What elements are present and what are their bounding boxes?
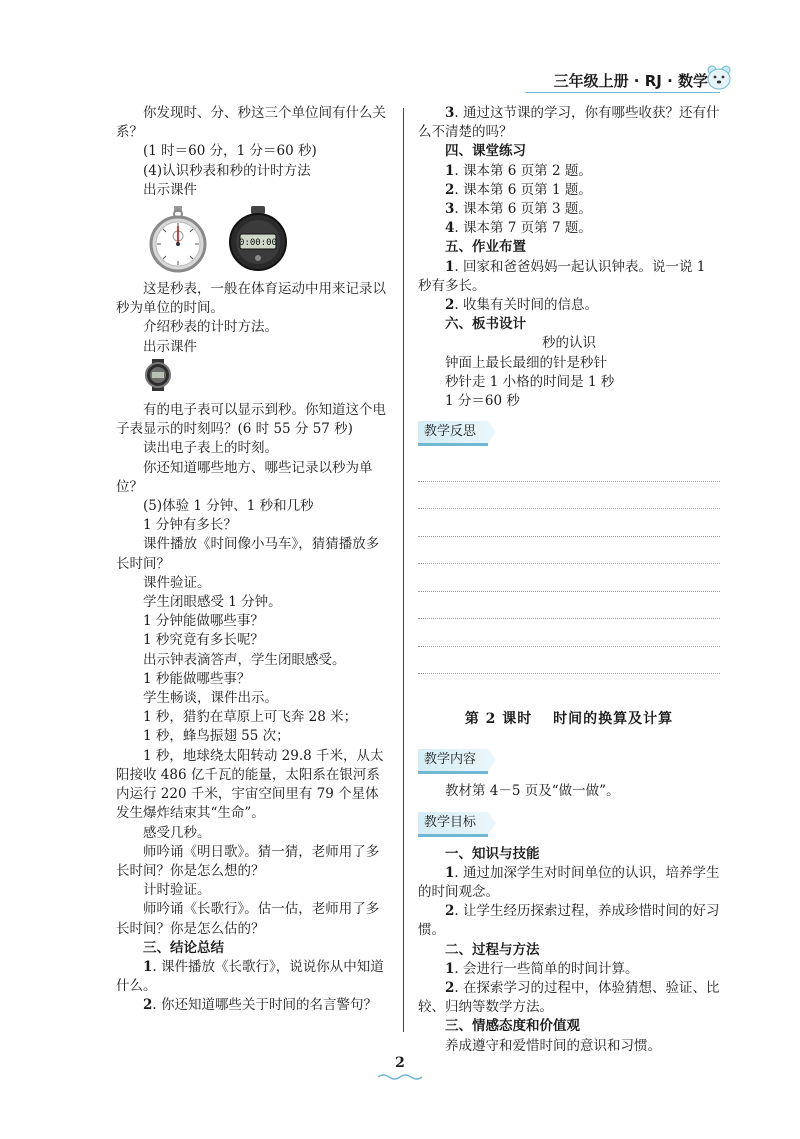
- list-item: [418, 864, 720, 902]
- header-underline: [525, 92, 720, 93]
- item-text: . 课本第 6 页第 3 题。: [454, 201, 592, 218]
- header-title: 三年级上册 · RJ · 数学: [553, 72, 708, 90]
- item-text: . 会进行一些简单的时间计算。: [454, 960, 639, 977]
- item-number: 2: [445, 903, 455, 920]
- writing-line: [418, 509, 720, 537]
- paragraph: 学生闭眼感受 1 分钟。: [143, 594, 282, 611]
- page-header: [0, 0, 800, 100]
- section-heading: 三、情感态度和价值观: [445, 1018, 580, 1035]
- writing-line: [418, 647, 720, 675]
- list-item: [418, 960, 720, 979]
- wave-ornament-icon: [378, 1073, 422, 1081]
- right-column: [418, 104, 720, 1056]
- paragraph: 1 秒，猎豹在草原上可飞奔 28 米；: [143, 709, 358, 726]
- item-text: . 让学生经历探索过程，养成珍惜时间的好习惯。: [418, 903, 720, 939]
- list-item: [418, 902, 720, 940]
- item-text: . 回家和爸爸妈妈一起认识钟表。说一说 1 秒有多长。: [418, 258, 706, 294]
- list-item: [116, 958, 388, 996]
- reflection-lines: [418, 454, 720, 674]
- item-text: . 在探索学习的过程中，体验猜想、验证、比较、归纳等数学方法。: [418, 980, 720, 1016]
- item-number: 2: [445, 297, 455, 314]
- paragraph: 1 分钟有多长？: [143, 517, 237, 534]
- item-number: 1: [143, 958, 153, 975]
- practice-item: [418, 181, 720, 200]
- practice-list: [418, 162, 720, 239]
- paragraph: 师吟诵《明日歌》。猜一猜，老师用了多长时间？你是怎么想的？: [116, 843, 380, 879]
- lesson-title: 第 2 课时 时间的换算及计算: [464, 711, 674, 728]
- writing-line: [418, 592, 720, 620]
- board-title: 秒的认识: [542, 335, 596, 352]
- item-text: . 课本第 6 页第 2 题。: [454, 162, 592, 179]
- item-text: . 课本第 6 页第 1 题。: [454, 181, 592, 198]
- paragraph: 教材第 4－5 页及“做一做”。: [445, 783, 620, 800]
- section-heading: 三、结论总结: [143, 939, 224, 956]
- section-heading: 六、板书设计: [445, 316, 526, 333]
- paragraph: 计时验证。: [143, 882, 211, 899]
- paragraph: 出示课件: [143, 181, 197, 198]
- board-line: 钟面上最长最细的针是秒针: [445, 354, 607, 371]
- list-item: [418, 104, 720, 142]
- practice-item: [418, 219, 720, 238]
- item-number: 4: [445, 220, 455, 237]
- writing-line: [418, 619, 720, 647]
- writing-line: [418, 482, 720, 510]
- item-text: . 收集有关时间的信息。: [454, 297, 598, 314]
- digital-watch-icon: [143, 359, 173, 391]
- paragraph: 1 秒能做哪些事？: [143, 670, 251, 687]
- paragraph: 1 秒究竟有多长呢？: [143, 632, 264, 649]
- paragraph: (5)体验 1 分钟、1 秒和几秒: [143, 498, 314, 515]
- list-item: [418, 296, 720, 315]
- paragraph: 1 分钟能做哪些事？: [143, 613, 264, 630]
- item-number: 2: [445, 181, 455, 198]
- paragraph: 1 秒，地球绕太阳转动 29.8 千米，从太阳接收 486 亿千瓦的能量，太阳系在银河系内运行 220 千米，宇宙空间里有 79 个星体发生爆炸结束其“生命”。: [116, 747, 384, 822]
- paragraph: 读出电子表上的时刻。: [143, 440, 278, 457]
- practice-item: [418, 200, 720, 219]
- paragraph: (1 时＝60 分，1 分＝60 秒): [143, 143, 317, 160]
- goals-tag: 教学目标: [418, 812, 488, 837]
- item-text: . 通过这节课的学习，你有哪些收获？还有什么不清楚的吗？: [418, 105, 720, 141]
- paragraph: 有的电子表可以显示到秒。你知道这个电子表显示的时刻吗？(6 时 55 分 57 秒): [116, 402, 386, 438]
- item-number: 1: [445, 960, 455, 977]
- digital-stopwatch-icon: [223, 204, 293, 274]
- paragraph: 介绍秒表的计时方法。: [143, 319, 278, 336]
- reflection-tag: 教学反思: [418, 421, 488, 446]
- left-column: [116, 104, 388, 1016]
- analog-stopwatch-icon: [143, 204, 213, 274]
- stopwatch-images: [116, 204, 388, 274]
- digital-watch-image: [116, 359, 388, 397]
- stopwatch-display: 0:00:00: [239, 238, 277, 249]
- item-number: 3: [445, 201, 455, 218]
- board-line: 秒针走 1 小格的时间是 1 秒: [445, 373, 615, 390]
- section-heading: 四、课堂练习: [445, 143, 526, 160]
- item-number: 2: [143, 997, 153, 1014]
- item-number: 1: [445, 864, 455, 881]
- section-heading: 二、过程与方法: [445, 941, 540, 958]
- paragraph: 养成遵守和爱惜时间的意识和习惯。: [445, 1037, 661, 1054]
- paragraph: 你还知道哪些地方、哪些记录以秒为单位？: [116, 459, 373, 495]
- paragraph: 师吟诵《长歌行》。估一估，老师用了多长时间？你是怎么估的？: [116, 901, 380, 937]
- list-item: [418, 979, 720, 1017]
- content-tag: 教学内容: [418, 749, 488, 774]
- item-number: 3: [445, 105, 455, 121]
- bear-mascot-icon: [704, 62, 734, 92]
- list-item: [418, 258, 720, 296]
- item-number: 2: [445, 980, 455, 997]
- list-item: [116, 996, 388, 1015]
- writing-line: [418, 564, 720, 592]
- column-divider: [403, 108, 404, 1032]
- paragraph: 你发现时、分、秒这三个单位间有什么关系？: [116, 105, 386, 141]
- section-heading: 五、作业布置: [445, 239, 526, 256]
- item-number: 1: [445, 258, 455, 275]
- section-heading: 一、知识与技能: [445, 845, 540, 862]
- writing-line: [418, 537, 720, 565]
- paragraph: 1 秒，蜂鸟振翅 55 次；: [143, 728, 290, 745]
- item-text: . 课本第 7 页第 7 题。: [454, 220, 592, 237]
- item-text: . 你还知道哪些关于时间的名言警句？: [152, 997, 377, 1014]
- paragraph: 出示钟表滴答声，学生闭眼感受。: [143, 651, 346, 668]
- paragraph: (4)认识秒表和秒的计时方法: [143, 162, 311, 179]
- item-text: . 课件播放《长歌行》，说说你从中知道什么。: [116, 958, 384, 995]
- paragraph: 学生畅谈，课件出示。: [143, 690, 278, 707]
- practice-item: [418, 162, 720, 181]
- paragraph: 出示课件: [143, 338, 197, 355]
- paragraph: 感受几秒。: [143, 824, 211, 841]
- writing-line: [418, 454, 720, 482]
- item-text: . 通过加深学生对时间单位的认识，培养学生的时间观念。: [418, 864, 720, 901]
- page-number: 2: [395, 1055, 405, 1071]
- paragraph: 这是秒表，一般在体育运动中用来记录以秒为单位的时间。: [116, 281, 386, 317]
- board-line: 1 分＝60 秒: [445, 393, 520, 410]
- paragraph: 课件验证。: [143, 574, 211, 591]
- item-number: 1: [445, 162, 455, 179]
- paragraph: 课件播放《时间像小马车》，猜猜播放多长时间？: [116, 536, 380, 572]
